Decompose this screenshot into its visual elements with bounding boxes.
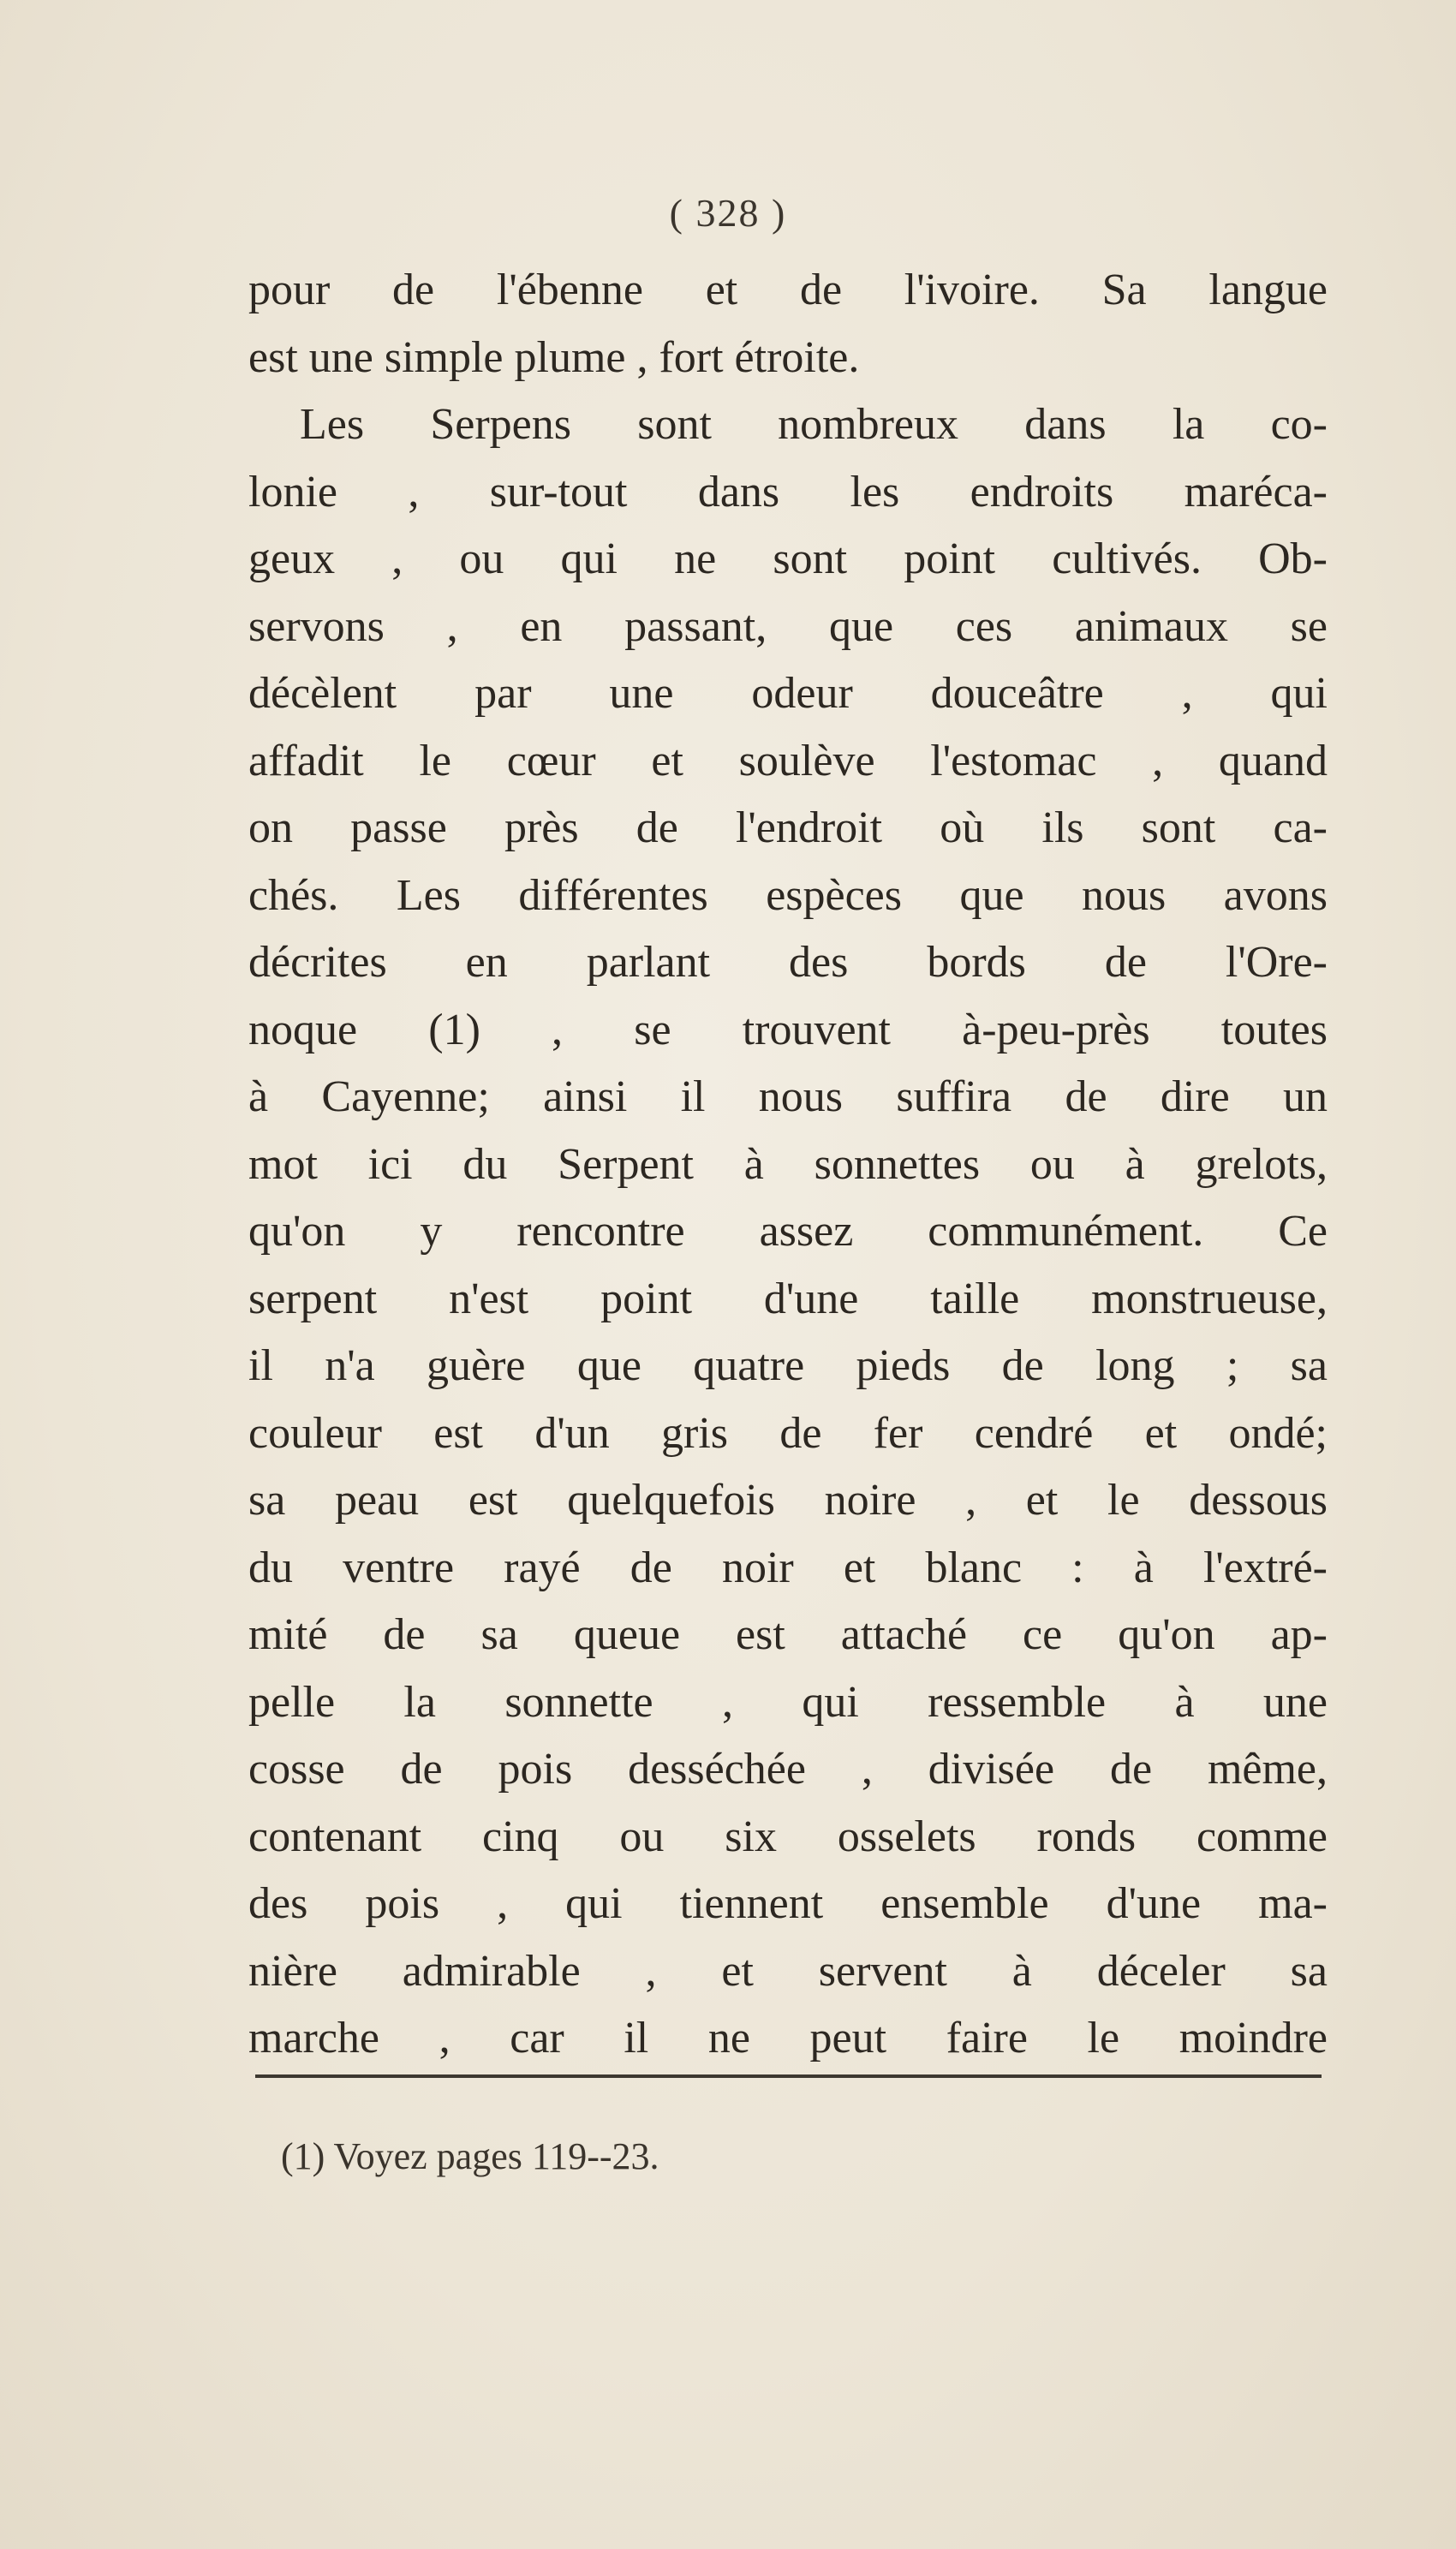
text-line: lonie , sur-tout dans les endroits maréca- (248, 467, 1328, 516)
text-line: du ventre rayé de noir et blanc : à l'extré- (248, 1543, 1328, 1592)
text-line: affadit le cœur et soulève l'estomac , quand (248, 736, 1328, 785)
text-line: qu'on y rencontre assez communément. Ce (248, 1207, 1328, 1256)
text-line: noque (1) , se trouvent à-peu-près toutes (248, 1005, 1328, 1054)
text-line: chés. Les différentes espèces que nous avons (248, 870, 1328, 920)
text-line: nière admirable , et servent à déceler sa (248, 1946, 1328, 1996)
text-line: geux , ou qui ne sont point cultivés. Ob- (248, 534, 1328, 583)
text-line: décrites en parlant des bords de l'Ore- (248, 938, 1328, 987)
text-line: décèlent par une odeur douceâtre , qui (248, 669, 1328, 718)
text-line: Les Serpens sont nombreux dans la co- (300, 400, 1328, 449)
body-text (248, 257, 1328, 2073)
text-line: contenant cinq ou six osselets ronds comme (248, 1812, 1328, 1861)
text-line: servons , en passant, que ces animaux se (248, 601, 1328, 651)
text-line: pour de l'ébenne et de l'ivoire. Sa langue (248, 266, 1328, 314)
footnote-rule (255, 2074, 1322, 2078)
text-line: il n'a guère que quatre pieds de long ; sa (248, 1341, 1328, 1390)
text-line: mité de sa queue est attaché ce qu'on ap- (248, 1610, 1328, 1659)
text-line: on passe près de l'endroit où ils sont ca- (248, 803, 1328, 852)
text-line: mot ici du Serpent à sonnettes ou à grelots, (248, 1139, 1328, 1189)
text-line: sa peau est quelquefois noire , et le dessous (248, 1476, 1328, 1525)
text-line: des pois , qui tiennent ensemble d'une ma- (248, 1879, 1328, 1928)
text-line: marche , car il ne peut faire le moindre (248, 2014, 1328, 2062)
text-line: serpent n'est point d'une taille monstrueuse, (248, 1274, 1328, 1323)
text-line: pelle la sonnette , qui ressemble à une (248, 1677, 1328, 1727)
footnote: (1) Voyez pages 119--23. (281, 2135, 659, 2177)
text-line: à Cayenne; ainsi il nous suffira de dire un (248, 1072, 1328, 1121)
page-number: ( 328 ) (669, 191, 787, 235)
text-line: cosse de pois desséchée , divisée de même, (248, 1745, 1328, 1794)
text-line: est une simple plume , fort étroite. (248, 332, 860, 382)
text-line: couleur est d'un gris de fer cendré et ondé; (248, 1408, 1328, 1458)
